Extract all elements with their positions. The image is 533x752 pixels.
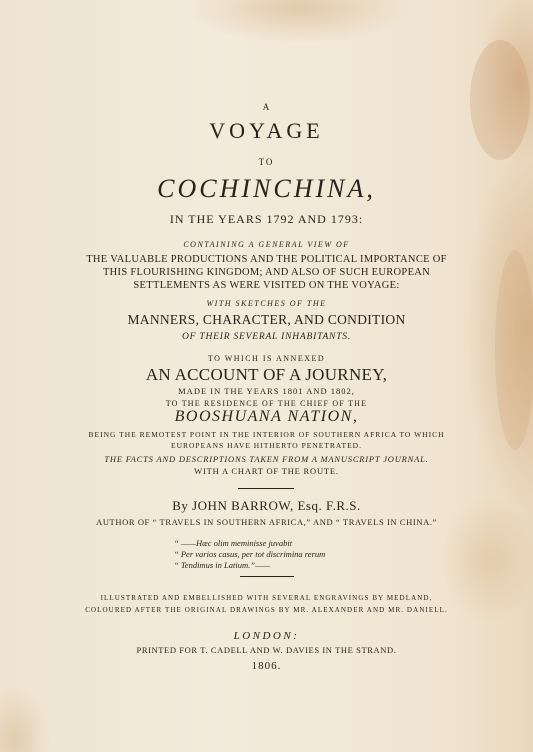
kingdom-line: THIS FLOURISHING KINGDOM; AND ALSO OF SUCH EUROPEAN <box>102 267 431 278</box>
made-years-line: MADE IN THE YEARS 1801 AND 1802, <box>178 386 355 396</box>
title-voyage: VOYAGE <box>209 118 324 143</box>
ornamental-rule <box>238 488 294 489</box>
remotest-line: BEING THE REMOTEST POINT IN THE INTERIOR OF SOUTHERN AFRICA TO WHICH <box>88 430 445 439</box>
europeans-line: EUROPEANS HAVE HITHERTO PENETRATED. <box>171 441 362 450</box>
journey-heading: AN ACCOUNT OF A JOURNEY, <box>145 365 388 384</box>
sketches-line: WITH SKETCHES OF THE <box>206 299 327 308</box>
title-years: IN THE YEARS 1792 AND 1793: <box>169 212 364 226</box>
ornamental-rule <box>240 576 294 577</box>
residence-line: TO THE RESIDENCE OF THE CHIEF OF THE <box>165 399 368 408</box>
chart-line: WITH A CHART OF THE ROUTE. <box>194 466 339 476</box>
epigraph-line: “ Per varios casus, per tot discrimina rerum <box>174 549 326 559</box>
settlements-line: SETTLEMENTS AS WERE VISITED ON THE VOYAGE: <box>133 280 400 291</box>
epigraph-line: “ Tendimus in Latium.”—— <box>174 560 271 570</box>
imprint-printer: PRINTED FOR T. CADELL AND W. DAVIES IN THE STRAND. <box>136 645 397 655</box>
coloured-line: COLOURED AFTER THE ORIGINAL DRAWINGS BY MR. ALEXANDER AND MR. DANIELL. <box>85 606 448 614</box>
nation-heading: BOOSHUANA NATION, <box>174 408 359 425</box>
imprint-city: LONDON: <box>233 630 300 642</box>
productions-line: THE VALUABLE PRODUCTIONS AND THE POLITICAL IMPORTANCE OF <box>86 254 447 265</box>
title-article: A <box>262 102 271 112</box>
illustrated-line: ILLUSTRATED AND EMBELLISHED WITH SEVERAL ENGRAVINGS BY MEDLAND, <box>100 594 433 602</box>
author-works-line: AUTHOR OF “ TRAVELS IN SOUTHERN AFRICA,” AND “ TRAVELS IN CHINA.” <box>96 517 437 527</box>
facts-line: THE FACTS AND DESCRIPTIONS TAKEN FROM A MANUSCRIPT JOURNAL. <box>104 454 429 464</box>
epigraph-line: “ ——Hæc olim meminisse juvabit <box>174 538 293 548</box>
containing-line: CONTAINING A GENERAL VIEW OF <box>183 240 350 249</box>
inhabitants-line: OF THEIR SEVERAL INHABITANTS. <box>181 332 352 342</box>
author-line: By JOHN BARROW, Esq. F.R.S. <box>172 498 361 513</box>
manners-line: MANNERS, CHARACTER, AND CONDITION <box>127 312 406 327</box>
title-destination: COCHINCHINA, <box>157 174 376 203</box>
imprint-year: 1806. <box>251 660 282 672</box>
annexed-line: TO WHICH IS ANNEXED <box>207 354 326 363</box>
title-to: TO <box>258 157 275 167</box>
